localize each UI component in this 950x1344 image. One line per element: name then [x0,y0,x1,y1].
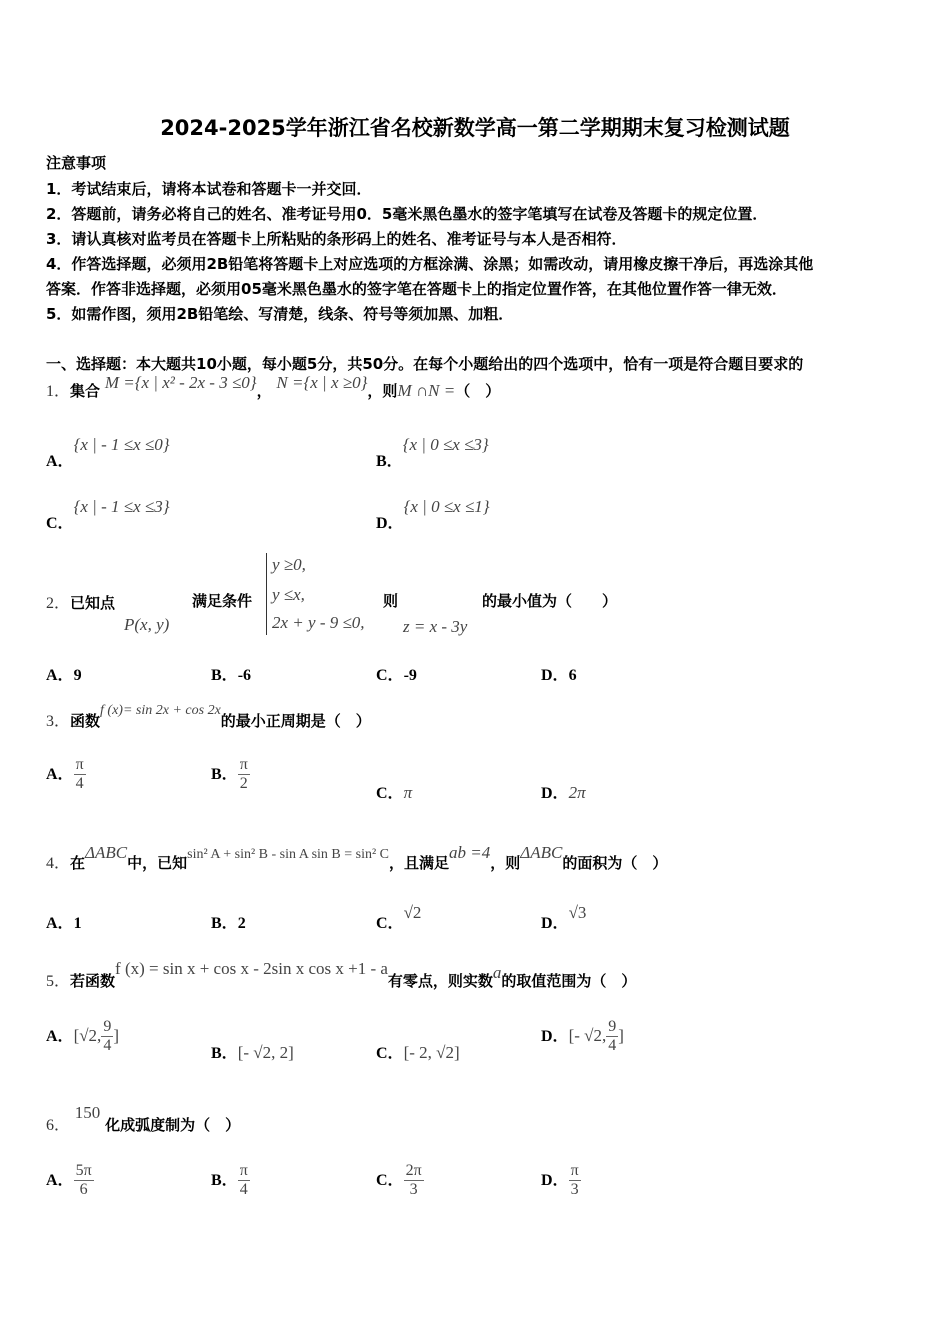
option-label: A． [46,667,74,684]
q-text: 有零点，则实数 [387,972,493,990]
q-text: 函数 [70,712,101,730]
fraction [404,1162,424,1199]
fraction [606,1018,618,1055]
denominator: 4 [608,1037,617,1054]
option-c[interactable] [376,780,412,803]
question-5 [46,959,637,991]
option-b[interactable] [211,662,251,685]
formula: f (x) = sin x + cos x - 2sin x cos x +1 - a [115,959,388,978]
option-value: [- √2, [568,1026,607,1045]
q-text: ，且满足 [389,854,450,872]
page-title: 2024-2025学年浙江省名校新数学高一第二学期期末复习检测试题 [160,116,790,140]
numerator: 9 [608,1018,617,1035]
option-c[interactable] [376,1040,460,1063]
question-4 [46,843,668,873]
option-value: 1 [73,915,82,932]
option-b[interactable] [376,432,489,470]
section-heading: 一、选择题：本大题共10小题，每小题5分，共50分。在每个小题给出的四个选项中，恰有一项是符合题目要求的 [46,355,804,373]
option-c[interactable] [376,662,417,685]
option-value: 2 [237,915,246,932]
option-label: A． [46,1028,74,1045]
option-label: D． [541,1028,569,1045]
numerator: π [75,756,84,773]
fraction [238,756,250,793]
formula: N ={x | x ≥0} [276,373,368,392]
option-label: B． [211,766,238,783]
formula: M ∩N = [397,381,456,400]
formula: a [492,963,502,982]
formula: M ={x | x² - 2x - 3 ≤0} [104,373,257,392]
notice-item: 5．如需作图，须用2B铅笔绘、写清楚，线条、符号等须加黑、加粗． [46,305,514,323]
formula: z = x - 3y [403,617,468,636]
option-label: D． [541,667,569,684]
question-6 [46,1103,241,1135]
option-c[interactable] [376,1162,424,1199]
formula: ΔABC [85,843,128,862]
option-value: [√2, [73,1026,102,1045]
question-3 [46,703,371,731]
option-label: A． [46,766,74,783]
question-number: 4． [46,855,71,872]
option-label: C． [376,667,404,684]
option-b[interactable] [211,1040,294,1063]
constraint: y ≤x, [272,585,305,604]
option-a[interactable] [46,662,82,685]
option-value: [- 2, √2] [403,1043,460,1062]
option-label: B． [376,453,403,470]
option-label: A． [46,915,74,932]
option-label: C． [46,515,74,532]
option-value: π [403,783,413,802]
option-c[interactable] [376,900,422,932]
option-value: -6 [237,667,252,684]
notice-item: 3．请认真核对监考员在答题卡上所粘贴的条形码上的姓名、准考证号与本人是否相符． [46,230,627,248]
fraction [74,756,86,793]
notice-heading: 注意事项 [46,154,107,172]
option-label: D． [541,1172,569,1189]
q-text: 满足条件 [192,592,253,610]
option-a[interactable] [46,910,82,933]
option-d[interactable] [541,662,577,685]
option-value: 2π [568,783,586,802]
notice-item: 答案．作答非选择题，必须用05毫米黑色墨水的签字笔在答题卡上的指定位置作答，在其他位置作答一律无效． [46,280,787,298]
fraction [101,1018,113,1055]
option-value: {x | 0 ≤x ≤3} [402,435,489,454]
option-value: {x | - 1 ≤x ≤3} [73,497,170,516]
q-text: 化成弧度制为（ ） [105,1116,241,1134]
option-d[interactable] [541,780,586,803]
notice-item: 1．考试结束后，请将本试卷和答题卡一并交回． [46,180,372,198]
option-label: B． [211,1045,238,1062]
q-text: 的面积为（ ） [562,854,668,872]
question-number: 1． [46,383,71,400]
option-label: D． [541,785,569,802]
numerator: π [239,1162,248,1179]
option-d[interactable] [376,494,490,532]
formula: 150 [74,1103,101,1122]
q-text: 集合 [70,382,101,400]
constraint: 2x + y - 9 ≤0, [272,613,365,632]
formula: sin² A + sin² B - sin A sin B = sin² C [187,847,390,862]
option-c[interactable] [46,494,170,532]
option-value: {x | 0 ≤x ≤1} [403,497,490,516]
q-text: ，则 [367,382,398,400]
question-1 [46,373,501,401]
option-label: D． [541,915,569,932]
q-text: 则 [383,592,399,610]
q-text: （ ） [455,382,501,400]
option-d[interactable] [541,900,587,932]
question-number: 6． [46,1117,71,1134]
q-text: 已知点 [70,594,116,612]
notice-item: 4．作答选择题，必须用2B铅笔将答题卡上对应选项的方框涂满、涂黑；如需改动，请用橡皮擦干净后，再选涂其他 [46,255,814,273]
notice-item: 2．答题前，请务必将自己的姓名、准考证号用0．5毫米黑色墨水的签字笔填写在试卷及答题卡的规定位置． [46,205,768,223]
option-label: B． [211,1172,238,1189]
fraction [74,1162,94,1199]
question-number: 3． [46,713,71,730]
denominator: 4 [75,775,84,792]
question-number: 2． [46,595,71,612]
option-value: 6 [568,667,577,684]
denominator: 4 [239,1181,248,1198]
brace [266,553,267,635]
option-label: C． [376,785,404,802]
numerator: 9 [103,1018,112,1035]
formula: ΔABC [520,843,563,862]
formula: f (x)= sin 2x + cos 2x [100,703,221,718]
q-text: ， [256,382,272,400]
option-value: [- √2, 2] [237,1043,294,1062]
q-text: 在 [70,854,86,872]
numerator: 5π [75,1162,92,1179]
q-text: 的最小值为（ ） [482,592,618,610]
numerator: 2π [405,1162,422,1179]
fraction [238,1162,250,1199]
formula: P(x, y) [124,615,170,634]
question-2 [46,590,115,613]
fraction [569,1162,581,1199]
option-b[interactable] [211,756,250,793]
option-value: ] [618,1026,624,1045]
option-b[interactable] [211,1162,250,1199]
constraint: y ≥0, [272,555,306,574]
option-label: C． [376,915,404,932]
option-a[interactable] [46,432,170,470]
option-value: ] [113,1026,119,1045]
option-value: 9 [73,667,82,684]
option-value: √3 [568,903,587,922]
option-d[interactable] [541,1018,624,1055]
denominator: 3 [409,1181,418,1198]
option-label: D． [376,515,404,532]
option-label: B． [211,915,238,932]
denominator: 6 [79,1181,88,1198]
q-text: 的最小正周期是（ ） [220,712,371,730]
option-a[interactable] [46,1162,94,1199]
option-value: {x | - 1 ≤x ≤0} [73,435,170,454]
numerator: π [239,756,248,773]
option-label: A． [46,453,74,470]
denominator: 4 [103,1037,112,1054]
question-number: 5． [46,973,71,990]
option-d[interactable] [541,1162,581,1199]
q-text: 的取值范围为（ ） [501,972,637,990]
option-a[interactable] [46,756,86,793]
denominator: 3 [570,1181,579,1198]
option-label: C． [376,1172,404,1189]
q-text: 中，已知 [127,854,188,872]
option-label: B． [211,667,238,684]
option-value: -9 [403,667,417,684]
option-label: C． [376,1045,404,1062]
option-label: A． [46,1172,74,1189]
numerator: π [570,1162,579,1179]
denominator: 2 [239,775,248,792]
option-a[interactable] [46,1018,119,1055]
option-value: √2 [403,903,422,922]
option-b[interactable] [211,910,246,933]
q-text: ，则 [490,854,521,872]
formula: ab =4 [449,843,491,862]
q-text: 若函数 [70,972,116,990]
